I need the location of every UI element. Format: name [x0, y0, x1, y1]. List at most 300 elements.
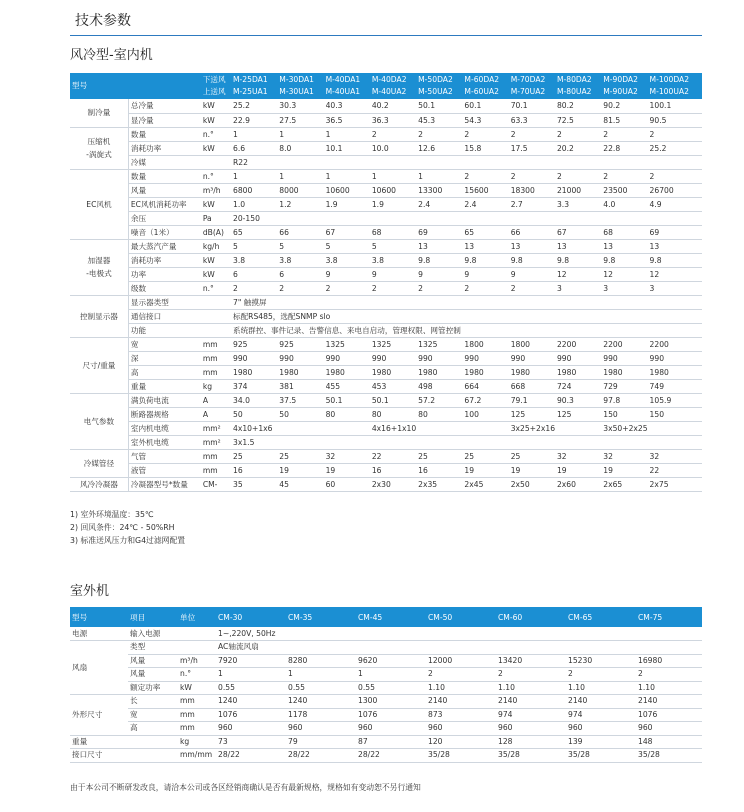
value-cell: 1800 [462, 337, 508, 351]
value-cell: 960 [286, 722, 356, 736]
outdoor-model-header-cell: CM-65 [566, 607, 636, 627]
row-unit: m³/h [201, 183, 231, 197]
table-row [70, 197, 702, 211]
model-header-cell [601, 73, 647, 99]
value-cell: 1980 [462, 365, 508, 379]
value-cell: 2 [509, 169, 555, 183]
row-unit [201, 323, 231, 337]
value-cell: 1325 [324, 337, 370, 351]
value-cell: 16 [370, 463, 416, 477]
value-cell: 35/28 [636, 749, 702, 763]
value-cell: 13 [509, 239, 555, 253]
value-cell: 26700 [648, 183, 702, 197]
outdoor-header-item: 项目 [128, 607, 178, 627]
model-label: 型号 [72, 81, 88, 90]
row-label: 重量 [128, 379, 200, 393]
value-cell: 873 [426, 708, 496, 722]
group-label [70, 99, 128, 127]
group-name-line: -涡旋式 [86, 150, 112, 159]
group-label: 外形尺寸 [70, 695, 128, 736]
group-name-line: 风冷冷凝器 [79, 479, 118, 489]
table-row [70, 421, 702, 435]
value-cell: 498 [416, 379, 462, 393]
span-value-cell: 7" 触摸屏 [231, 295, 702, 309]
value-cell: 1.10 [496, 681, 566, 695]
group-label [70, 239, 128, 295]
value-cell: 990 [277, 351, 323, 365]
row-unit: n.° [201, 281, 231, 295]
value-cell: 2 [509, 127, 555, 141]
row-label: 噪音（1米） [128, 225, 200, 239]
table-row [70, 393, 702, 407]
title-divider [70, 35, 702, 36]
value-cell: 2 [555, 169, 601, 183]
value-cell: 724 [555, 379, 601, 393]
value-cell: 19 [555, 463, 601, 477]
span-value-cell: AC轴流风扇 [216, 641, 702, 655]
value-cell: 22.8 [601, 141, 647, 155]
value-cell: 13420 [496, 654, 566, 668]
row-unit: n.° [201, 127, 231, 141]
value-cell: 1 [216, 668, 286, 682]
model-down: M-40DA1 [325, 75, 361, 84]
value-cell: 1 [277, 169, 323, 183]
value-cell: 1076 [356, 708, 426, 722]
value-cell: 87 [356, 735, 426, 749]
value-cell: 0.55 [216, 681, 286, 695]
row-unit: CM- [201, 477, 231, 491]
value-cell: 2 [601, 169, 647, 183]
value-cell: 6800 [231, 183, 277, 197]
value-cell: 1 [231, 127, 277, 141]
value-cell: 2x30 [370, 477, 416, 491]
model-down: M-100DA2 [649, 75, 690, 84]
model-down: M-50DA2 [418, 75, 453, 84]
value-cell: 50.1 [370, 393, 416, 407]
value-cell: 68 [601, 225, 647, 239]
value-cell: 2 [509, 281, 555, 295]
value-cell: 2 [555, 127, 601, 141]
value-cell: 1980 [555, 365, 601, 379]
outdoor-model-header-cell: CM-45 [356, 607, 426, 627]
value-cell: 990 [462, 351, 508, 365]
value-cell: 3.8 [370, 253, 416, 267]
value-cell: 32 [555, 449, 601, 463]
value-cell: 125 [555, 407, 601, 421]
row-label: 风量 [128, 183, 200, 197]
row-label: 数量 [128, 127, 200, 141]
row-unit: kW [178, 681, 216, 695]
value-cell: 80 [416, 407, 462, 421]
value-cell: 9 [462, 267, 508, 281]
indoor-spec-table [70, 73, 702, 492]
value-cell: 1300 [356, 695, 426, 709]
model-up: M-40UA1 [325, 87, 361, 96]
value-cell: 6 [231, 267, 277, 281]
row-unit: mm [178, 708, 216, 722]
value-cell: 960 [426, 722, 496, 736]
value-cell: 1 [370, 169, 416, 183]
model-up: M-70UA2 [510, 87, 546, 96]
row-label: 满负荷电流 [128, 393, 200, 407]
value-cell: 1 [277, 127, 323, 141]
row-label [128, 749, 178, 763]
value-cell: 32 [324, 449, 370, 463]
value-cell: 1 [231, 169, 277, 183]
value-cell: 50 [231, 407, 277, 421]
value-cell: 9.8 [555, 253, 601, 267]
value-cell: 2x50 [509, 477, 555, 491]
value-cell: 22.9 [231, 113, 277, 127]
value-cell: 9620 [356, 654, 426, 668]
value-cell: 0.55 [286, 681, 356, 695]
value-cell: 2 [648, 169, 702, 183]
value-cell: 5 [277, 239, 323, 253]
note-1: 1) 室外环境温度：35℃ [70, 510, 154, 519]
row-label: EC风机消耗功率 [128, 197, 200, 211]
value-cell: 12 [555, 267, 601, 281]
model-header-cell [648, 73, 702, 99]
value-cell: 139 [566, 735, 636, 749]
table-row [70, 211, 702, 225]
value-cell: 22 [648, 463, 702, 477]
row-unit: dB(A) [201, 225, 231, 239]
value-cell: 2 [462, 281, 508, 295]
value-cell: 1240 [286, 695, 356, 709]
model-header-cell [324, 73, 370, 99]
value-cell: 27.5 [277, 113, 323, 127]
note-3: 3) 标准送风压力和G4过滤网配置 [70, 536, 186, 545]
value-cell: 35/28 [496, 749, 566, 763]
model-up: M-90UA2 [603, 87, 638, 96]
value-cell: 4x10+1x6 [231, 421, 370, 435]
value-cell: 960 [216, 722, 286, 736]
value-cell: 1980 [509, 365, 555, 379]
value-cell: 69 [416, 225, 462, 239]
dir-down-label: 下送风 [202, 75, 226, 84]
row-label: 功能 [128, 323, 200, 337]
row-unit: kW [201, 197, 231, 211]
table-row [70, 449, 702, 463]
model-header-cell [231, 73, 277, 99]
table-row [70, 379, 702, 393]
value-cell: 35 [231, 477, 277, 491]
value-cell: 34.0 [231, 393, 277, 407]
value-cell: 50.1 [324, 393, 370, 407]
value-cell: 1 [416, 169, 462, 183]
value-cell: 6.6 [231, 141, 277, 155]
row-unit: kg [178, 735, 216, 749]
value-cell: 2 [496, 668, 566, 682]
group-label: 风扇 [70, 641, 128, 695]
group-label: 电源 [70, 627, 128, 641]
table-row [70, 113, 702, 127]
value-cell: 3x25+2x16 [509, 421, 602, 435]
row-unit: mm² [201, 435, 231, 449]
value-cell: 65 [462, 225, 508, 239]
span-value-cell: 系统群控、事件记录、告警信息、来电自启动，管理权限、网管控制 [231, 323, 702, 337]
value-cell: 25 [462, 449, 508, 463]
table-row [70, 183, 702, 197]
row-label: 室内机电缆 [128, 421, 200, 435]
model-up: M-40UA2 [371, 87, 407, 96]
value-cell: 2x45 [462, 477, 508, 491]
dir-up-label: 上送风 [202, 87, 226, 96]
outdoor-header-row [70, 607, 702, 627]
value-cell: 2200 [648, 337, 702, 351]
row-unit [201, 155, 231, 169]
row-unit: mm [201, 351, 231, 365]
value-cell: 9.8 [648, 253, 702, 267]
value-cell: 381 [277, 379, 323, 393]
value-cell: 2 [416, 281, 462, 295]
row-label: 余压 [128, 211, 200, 225]
value-cell: 80 [370, 407, 416, 421]
value-cell: 28/22 [356, 749, 426, 763]
value-cell: 1.9 [370, 197, 416, 211]
value-cell: 19 [462, 463, 508, 477]
value-cell: 25 [416, 449, 462, 463]
notes [70, 508, 185, 547]
model-down: M-60DA2 [464, 75, 500, 84]
value-cell: 1 [286, 668, 356, 682]
value-cell: 668 [509, 379, 555, 393]
model-up: M-80UA2 [556, 87, 592, 96]
row-unit: A [201, 407, 231, 421]
value-cell: 2140 [636, 695, 702, 709]
row-label: 数量 [128, 169, 200, 183]
value-cell: 12 [601, 267, 647, 281]
page-title: 技术参数 [75, 13, 131, 29]
value-cell: 120 [426, 735, 496, 749]
value-cell: 1178 [286, 708, 356, 722]
value-cell: 9 [416, 267, 462, 281]
value-cell: 3 [601, 281, 647, 295]
value-cell: 1.10 [636, 681, 702, 695]
row-label: 消耗功率 [128, 141, 200, 155]
value-cell: 990 [509, 351, 555, 365]
table-row [70, 309, 702, 323]
value-cell: 925 [231, 337, 277, 351]
value-cell: 2 [370, 281, 416, 295]
group-label [70, 169, 128, 239]
value-cell: 974 [566, 708, 636, 722]
row-label: 宽 [128, 337, 200, 351]
value-cell: 105.9 [648, 393, 702, 407]
value-cell: 150 [601, 407, 647, 421]
value-cell: 9 [370, 267, 416, 281]
value-cell: 90.2 [601, 99, 647, 113]
value-cell: 28/22 [286, 749, 356, 763]
value-cell: 2 [462, 169, 508, 183]
value-cell: 1240 [216, 695, 286, 709]
value-cell: 15.8 [462, 141, 508, 155]
value-cell: 925 [277, 337, 323, 351]
value-cell: 3.8 [277, 253, 323, 267]
model-up: M-50UA2 [418, 87, 453, 96]
value-cell: 1.0 [231, 197, 277, 211]
table-row [70, 365, 702, 379]
value-cell: 2.7 [509, 197, 555, 211]
value-cell: 2140 [496, 695, 566, 709]
value-cell: 729 [601, 379, 647, 393]
row-unit: mm [201, 337, 231, 351]
value-cell: 1980 [324, 365, 370, 379]
value-cell: 960 [566, 722, 636, 736]
row-label: 深 [128, 351, 200, 365]
value-cell: 1 [324, 169, 370, 183]
indoor-header-direction [201, 73, 231, 99]
table-row [70, 281, 702, 295]
table-row [70, 127, 702, 141]
value-cell: 16980 [636, 654, 702, 668]
span-value-cell: 标配RS485，选配SNMP slo [231, 309, 702, 323]
value-cell: 79 [286, 735, 356, 749]
outdoor-model-header-cell: CM-50 [426, 607, 496, 627]
row-unit: kg/h [201, 239, 231, 253]
value-cell: 90.5 [648, 113, 702, 127]
value-cell: 40.3 [324, 99, 370, 113]
table-row [70, 435, 702, 449]
value-cell: 2200 [601, 337, 647, 351]
outdoor-model-header-cell: CM-30 [216, 607, 286, 627]
row-label: 类型 [128, 641, 178, 655]
row-unit [201, 295, 231, 309]
table-row [70, 169, 702, 183]
value-cell: 2140 [426, 695, 496, 709]
value-cell: 1980 [601, 365, 647, 379]
value-cell: 10.1 [324, 141, 370, 155]
value-cell: 960 [356, 722, 426, 736]
row-unit: A [201, 393, 231, 407]
row-unit: mm [178, 722, 216, 736]
span-value-cell: 1~,220V, 50Hz [216, 627, 702, 641]
value-cell: 69 [648, 225, 702, 239]
value-cell: 2 [370, 127, 416, 141]
value-cell: 81.5 [601, 113, 647, 127]
value-cell: 19 [324, 463, 370, 477]
value-cell: 960 [636, 722, 702, 736]
value-cell: 68 [370, 225, 416, 239]
group-name-line: 尺寸/重量 [82, 360, 116, 370]
row-label: 输入电源 [128, 627, 178, 641]
group-label [70, 295, 128, 337]
value-cell: 1.10 [566, 681, 636, 695]
value-cell: 13 [462, 239, 508, 253]
row-unit [178, 627, 216, 641]
row-label: 显冷量 [128, 113, 200, 127]
value-cell: 3 [648, 281, 702, 295]
value-cell: 2 [648, 127, 702, 141]
value-cell: 30.3 [277, 99, 323, 113]
value-cell: 3.8 [231, 253, 277, 267]
value-cell: 32 [601, 449, 647, 463]
value-cell: 974 [496, 708, 566, 722]
value-cell: 13 [648, 239, 702, 253]
table-row [70, 735, 702, 749]
model-header-cell [462, 73, 508, 99]
value-cell: 1980 [370, 365, 416, 379]
value-cell: 25.2 [231, 99, 277, 113]
model-down: M-80DA2 [556, 75, 592, 84]
row-label: 总冷量 [128, 99, 200, 113]
model-up: M-100UA2 [649, 87, 689, 96]
table-row [70, 155, 702, 169]
row-unit: kW [201, 253, 231, 267]
value-cell: 990 [648, 351, 702, 365]
value-cell: 67.2 [462, 393, 508, 407]
value-cell: 1.2 [277, 197, 323, 211]
value-cell: 65 [231, 225, 277, 239]
value-cell: 3 [555, 281, 601, 295]
value-cell: 50.1 [416, 99, 462, 113]
model-header-cell [416, 73, 462, 99]
value-cell: 25 [277, 449, 323, 463]
value-cell: 100 [462, 407, 508, 421]
value-cell: 455 [324, 379, 370, 393]
value-cell: 10600 [324, 183, 370, 197]
table-row [70, 641, 702, 655]
row-label: 级数 [128, 281, 200, 295]
value-cell: 66 [509, 225, 555, 239]
value-cell: 70.1 [509, 99, 555, 113]
value-cell: 73 [216, 735, 286, 749]
value-cell: 2 [416, 127, 462, 141]
row-label: 通信接口 [128, 309, 200, 323]
value-cell: 9.8 [462, 253, 508, 267]
value-cell: 57.2 [416, 393, 462, 407]
value-cell: 16 [416, 463, 462, 477]
row-label: 高 [128, 365, 200, 379]
value-cell: 4x16+1x10 [370, 421, 509, 435]
value-cell: 13300 [416, 183, 462, 197]
indoor-header-row [70, 73, 702, 99]
value-cell: 19 [601, 463, 647, 477]
group-name-line: 电气参数 [83, 416, 115, 426]
outdoor-model-header-cell: CM-60 [496, 607, 566, 627]
value-cell: 3.8 [324, 253, 370, 267]
value-cell: 97.8 [601, 393, 647, 407]
value-cell: 19 [277, 463, 323, 477]
value-cell: 60.1 [462, 99, 508, 113]
row-unit: m³/h [178, 654, 216, 668]
value-cell: 1980 [648, 365, 702, 379]
row-unit [201, 309, 231, 323]
model-up: M-25UA1 [233, 87, 268, 96]
value-cell: 2 [601, 127, 647, 141]
table-row [70, 351, 702, 365]
span-value-cell: 20-150 [231, 211, 702, 225]
row-unit: kW [201, 113, 231, 127]
value-cell: 990 [416, 351, 462, 365]
value-cell: 80 [324, 407, 370, 421]
value-cell: 9.8 [509, 253, 555, 267]
value-cell: 19 [509, 463, 555, 477]
value-cell: 2x65 [601, 477, 647, 491]
value-cell: 9 [324, 267, 370, 281]
value-cell: 79.1 [509, 393, 555, 407]
table-row [70, 323, 702, 337]
table-row [70, 295, 702, 309]
row-unit: mm² [201, 421, 231, 435]
value-cell: 125 [509, 407, 555, 421]
group-label [70, 477, 128, 491]
table-row [70, 722, 702, 736]
row-label: 液管 [128, 463, 200, 477]
row-unit: kW [201, 267, 231, 281]
value-cell: 1980 [416, 365, 462, 379]
row-unit: mm [201, 365, 231, 379]
